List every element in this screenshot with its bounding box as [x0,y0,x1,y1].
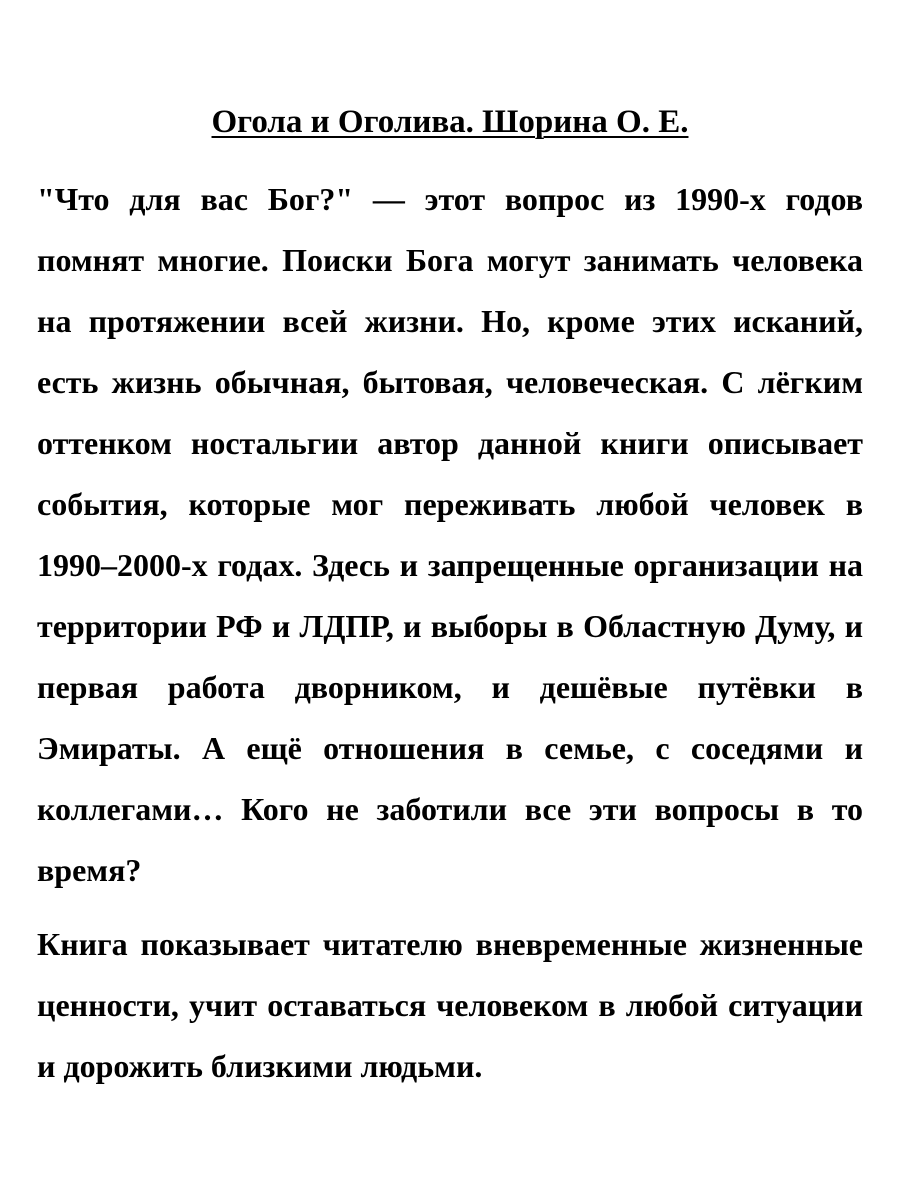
paragraph-summary: Книга показывает читателю вневременные жизненные ценности, учит оставаться человеком в любой ситуации и дорожить близкими людьми. [37,926,863,1084]
document-title: Огола и Оголива. Шорина О. Е. [211,104,689,140]
paragraph-description: "Что для вас Бог?" — этот вопрос из 1990-х годов помнят многие. Поиски Бога могут занимать человека на протяжении всей жизни. Но, кроме этих исканий, есть жизнь обычная, бытовая, человеческая. С лёгким оттенком ностальгии автор данной книги описывает события, которые мог переживать любой человек в 1990–2000-х годах. Здесь и запрещенные организации на территории РФ и ЛДПР, и выборы в Областную Думу, и первая работа дворником, и дешёвые путёвки в Эмираты. А ещё отношения в семье, с соседями и коллегами… Кого не заботили все эти вопросы в то время? [37,181,863,888]
